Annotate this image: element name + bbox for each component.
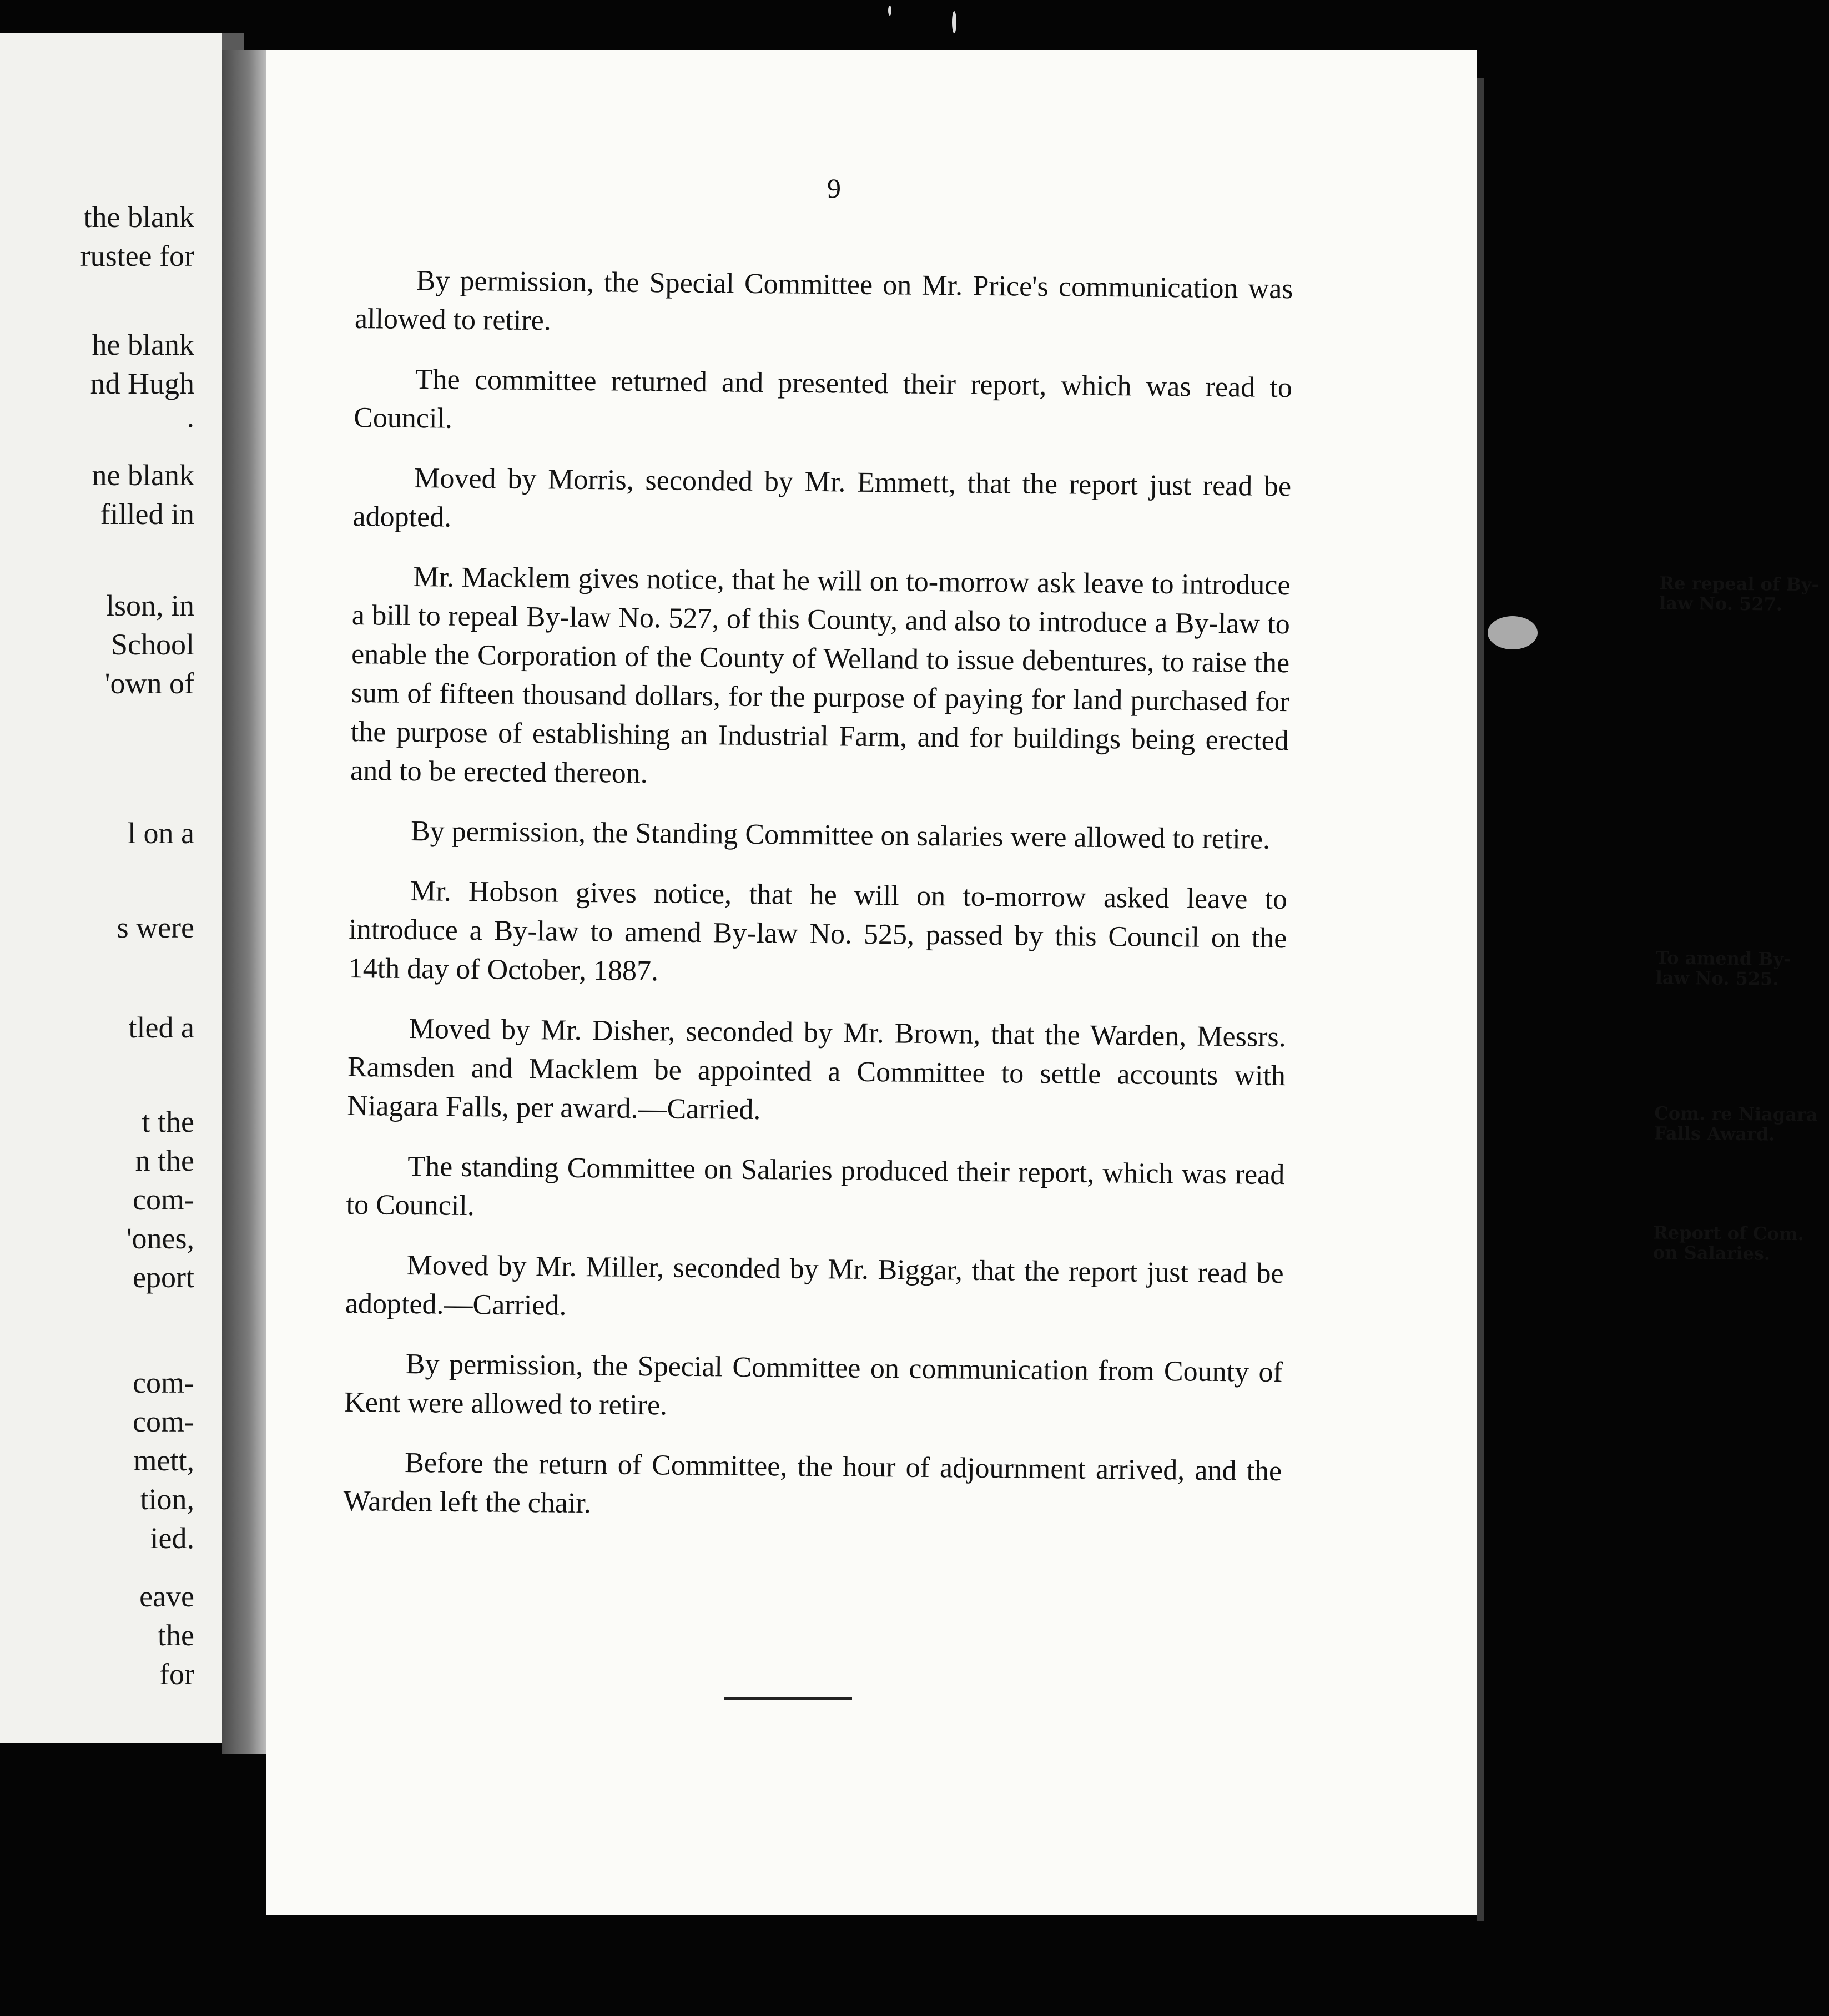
paragraph: The committee returned and presented their report, which was read to Council. bbox=[354, 364, 1293, 435]
facing-page-line: . bbox=[187, 400, 194, 434]
paragraph: By permission, the Special Committee on communication from County of Kent were allowed to retire. bbox=[344, 1348, 1283, 1422]
body-text bbox=[343, 261, 1819, 1551]
paragraph: Moved by Morris, seconded by Mr. Emmett, that the report just read be adopted. bbox=[352, 462, 1292, 533]
margin-note: Report of Com. on Salaries. bbox=[1652, 1222, 1804, 1264]
facing-page-line: the bbox=[158, 1619, 194, 1652]
scan-speck bbox=[1488, 616, 1538, 649]
facing-page-line: com- bbox=[133, 1366, 194, 1399]
paragraph: Moved by Mr. Miller, seconded by Mr. Biggar, that the report just read be adopted.—Carried. bbox=[345, 1249, 1284, 1322]
paragraph: Before the return of Committee, the hour of adjournment arrived, and the Warden left the chair. bbox=[343, 1447, 1282, 1520]
facing-page-line: 'ones, bbox=[126, 1222, 194, 1255]
page-edge-shadow bbox=[1477, 78, 1484, 1921]
facing-page-line: School bbox=[110, 628, 194, 661]
facing-page-line: t the bbox=[142, 1105, 194, 1138]
facing-page-line: for bbox=[159, 1657, 194, 1691]
margin-note: Com. re Niagara Falls Award. bbox=[1654, 1102, 1818, 1145]
facing-page-line: l on a bbox=[128, 817, 194, 850]
paragraph: By permission, the Special Committee on Mr. Price's communication was allowed to retire. bbox=[354, 265, 1293, 337]
facing-page-line: tled a bbox=[128, 1011, 194, 1044]
facing-page-line: nd Hugh bbox=[90, 367, 194, 400]
facing-page-line: com- bbox=[133, 1405, 194, 1438]
facing-page-line: eport bbox=[133, 1261, 194, 1294]
paragraph: By permission, the Standing Committee on salaries were allowed to retire. bbox=[410, 815, 1271, 855]
facing-page-line: ne blank bbox=[92, 458, 194, 492]
margin-note: To amend By-law No. 525. bbox=[1655, 947, 1791, 990]
paragraph: Mr. Hobson gives notice, that he will on to-morrow asked leave to introduce a By-law to amend By-law No. 525, passed by this Council on the 14th day of October, 1887. bbox=[348, 875, 1288, 987]
scan-speck bbox=[888, 6, 891, 16]
facing-page-line: 'own of bbox=[104, 667, 194, 700]
scan-speck bbox=[952, 11, 956, 33]
paragraph: Moved by Mr. Disher, seconded by Mr. Brown, that the Warden, Messrs. Ramsden and Macklem be appointed a Committee to settle accounts with Niagara Falls, per award.—Carried. bbox=[347, 1012, 1286, 1126]
facing-page-left bbox=[0, 33, 244, 1743]
margin-notes bbox=[1652, 274, 1829, 1264]
facing-page-line: he blank bbox=[92, 328, 194, 361]
facing-page-line: n the bbox=[135, 1144, 194, 1177]
facing-page-line: s were bbox=[117, 911, 194, 944]
facing-page-line: filled in bbox=[100, 497, 194, 531]
facing-page-line: lson, in bbox=[105, 589, 194, 622]
closing-rule bbox=[724, 1697, 852, 1700]
page-number: 9 bbox=[827, 173, 841, 204]
facing-page-line: tion, bbox=[140, 1483, 194, 1516]
facing-page-line: rustee for bbox=[80, 239, 194, 273]
facing-page-line: ied. bbox=[150, 1521, 194, 1555]
facing-page-line: eave bbox=[139, 1580, 194, 1613]
facing-page-line: com- bbox=[133, 1183, 194, 1216]
facing-page-line: the blank bbox=[83, 200, 194, 234]
book-gutter bbox=[222, 50, 266, 1754]
facing-page-line: mett, bbox=[133, 1444, 194, 1477]
paragraph: Mr. Macklem gives notice, that he will on to-morrow ask leave to introduce a bill to repeal By-law No. 527, of this County, and also to introduce a By-law to enable the Corporation of the County of Welland to issue debentures, to raise the sum of fifteen thousand dollars, for the purpose of paying for land purchased for the purpose of establishing an Industrial Farm, and for buildings being erected and to be erected thereon. bbox=[350, 561, 1291, 790]
paragraph: The standing Committee on Salaries produced their report, which was read to Council. bbox=[346, 1150, 1285, 1222]
margin-note: Re repeal of By-law No. 527. bbox=[1659, 572, 1819, 615]
